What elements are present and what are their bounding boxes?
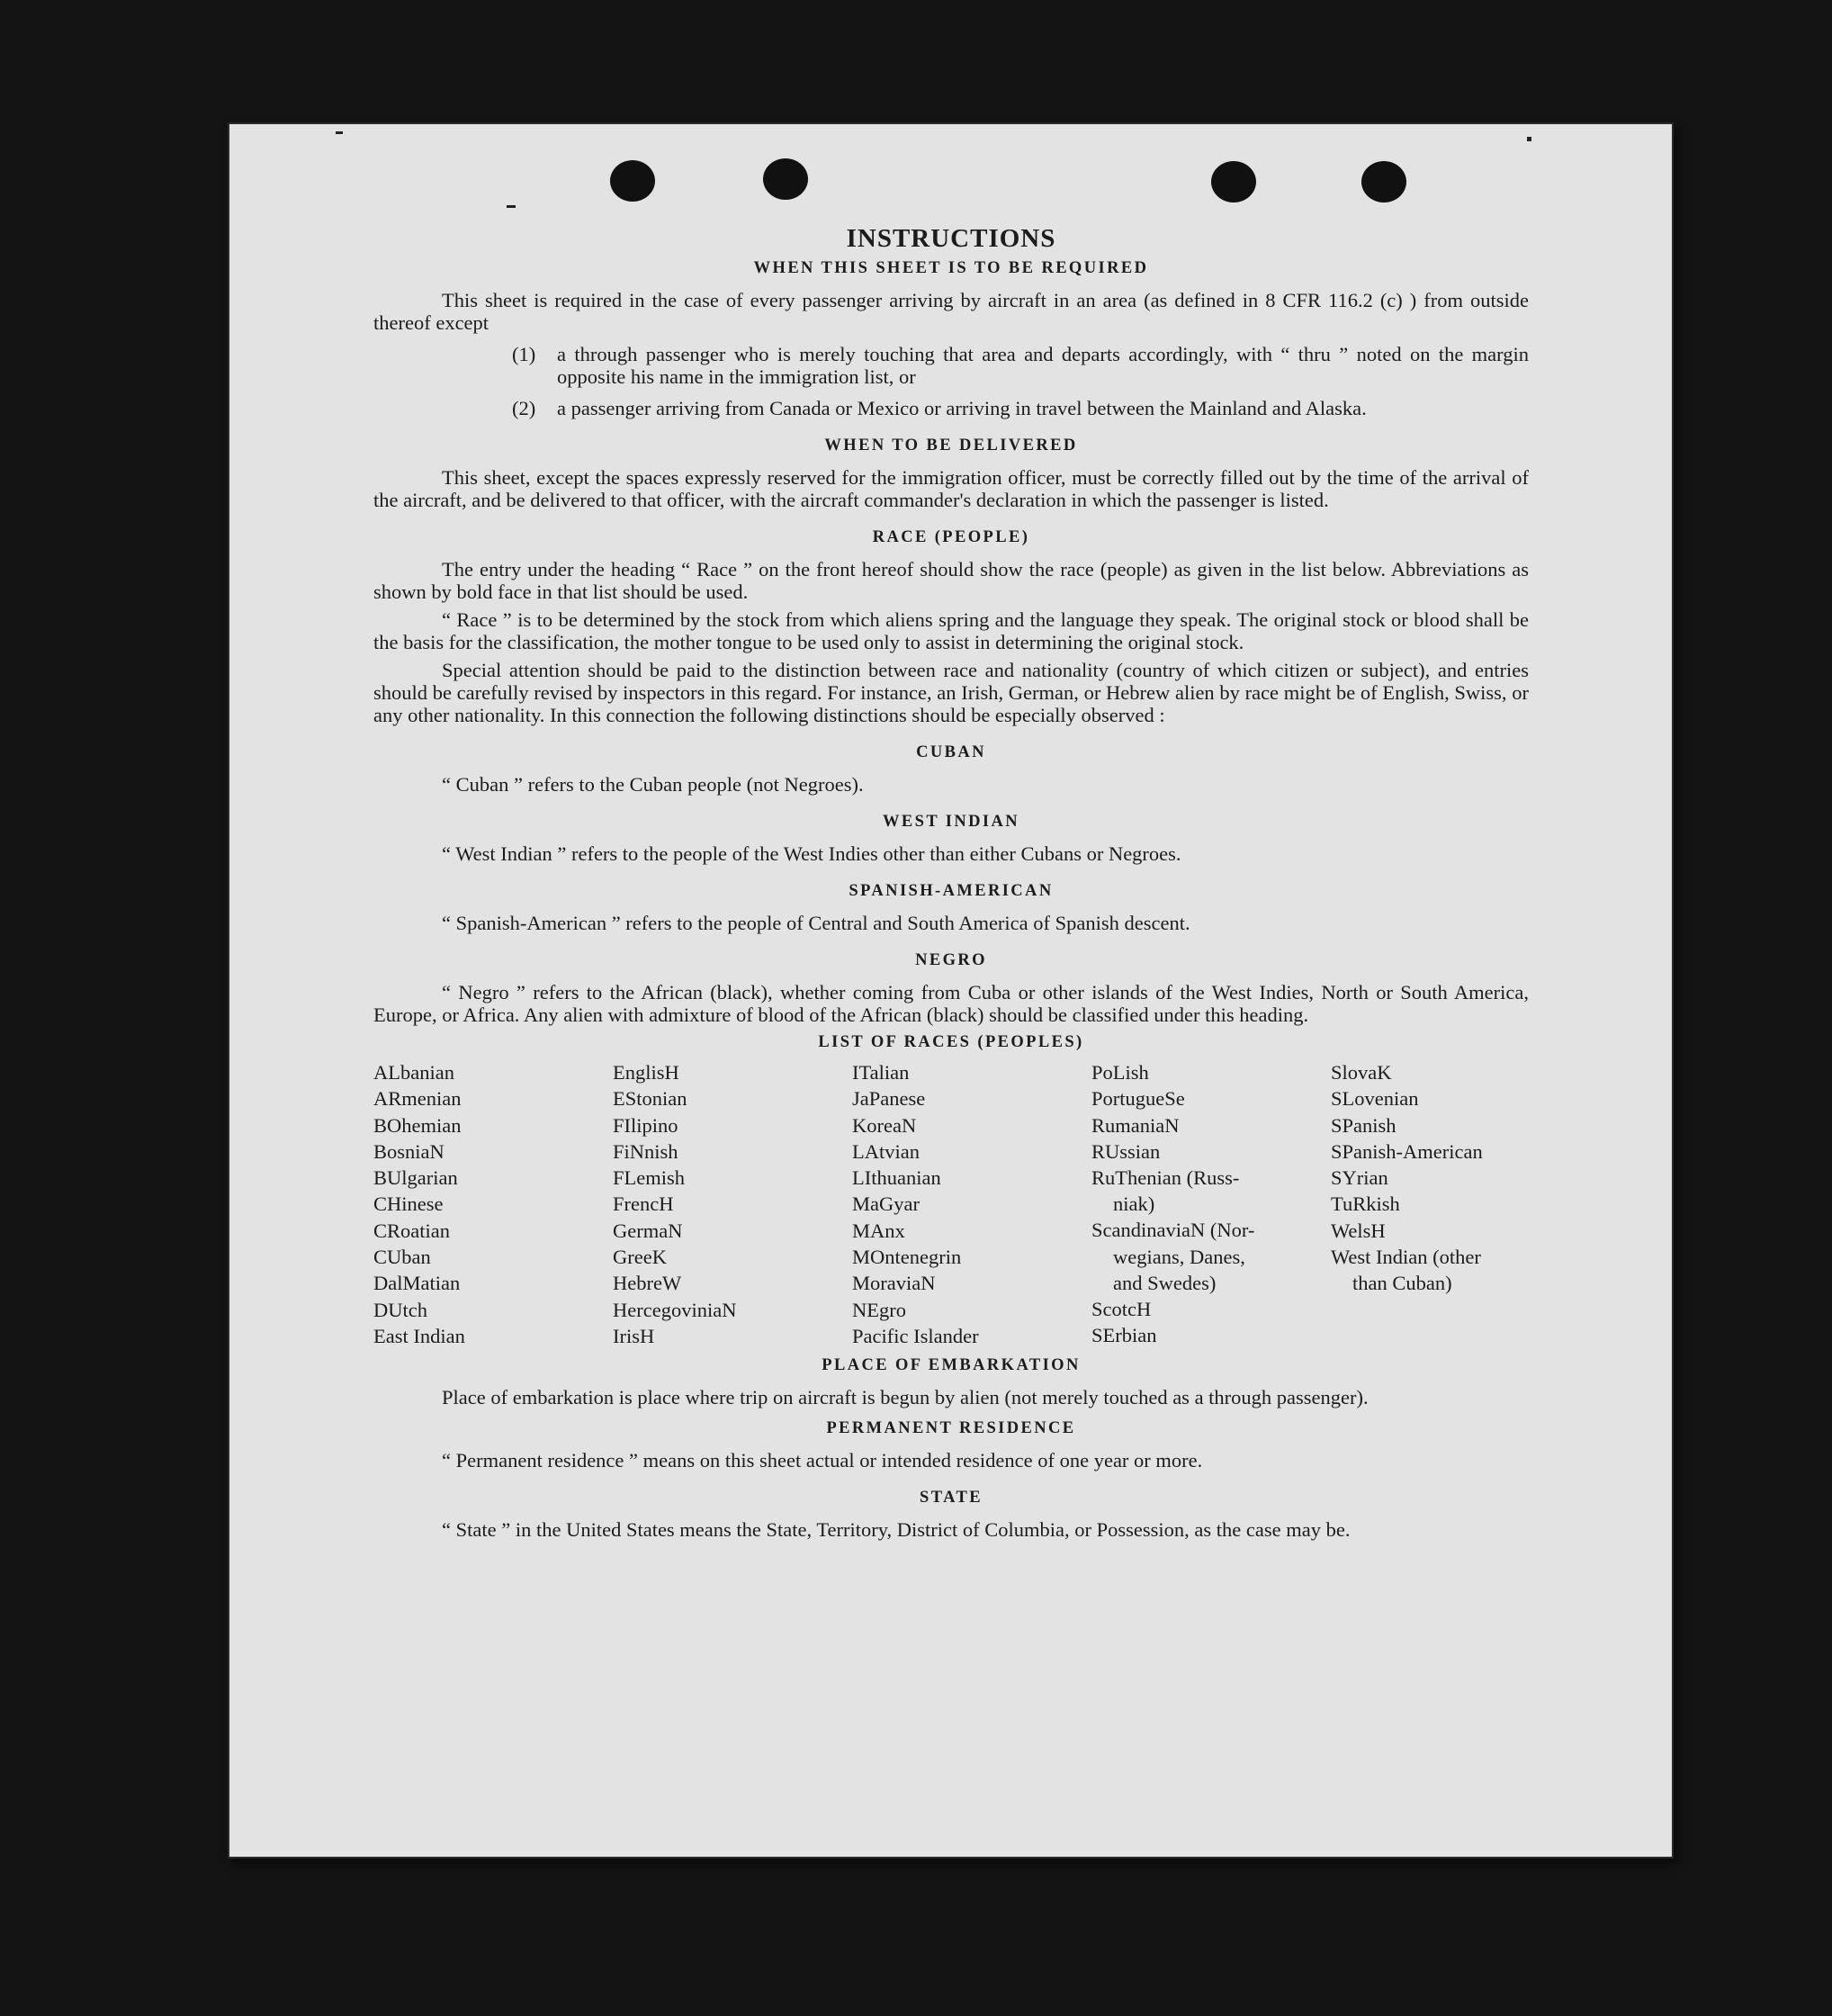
race-entry: SPanish-American [1331, 1139, 1483, 1163]
race-list [373, 1059, 1529, 1349]
item-text: a through passenger who is merely touching that area and departs accordingly, with “ thru ” noted on the margin opposite his name in the immigration list, or [557, 343, 1529, 388]
punch-hole [1211, 161, 1256, 202]
race-column [1331, 1059, 1529, 1349]
race-entry: EStonian [613, 1087, 687, 1111]
race-entry: CUban [373, 1246, 431, 1269]
race-entry: FiNnish [613, 1139, 678, 1163]
race-entry: HebreW [613, 1272, 682, 1295]
race-entry: MaGyar [852, 1192, 920, 1216]
race-entry: KoreaN [852, 1113, 917, 1137]
race-entry: IrisH [613, 1324, 655, 1347]
race-paragraph: The entry under the heading “ Race ” on the front hereof should show the race (people) as given in the list below. Abbreviations as shown by bold face in that list should be used. [373, 558, 1529, 603]
race-entry: FrencH [613, 1192, 674, 1216]
race-entry: niak) [1113, 1192, 1155, 1216]
race-entry: than Cuban) [1352, 1272, 1452, 1295]
race-entry: FLemish [613, 1166, 686, 1190]
document-sheet [228, 122, 1674, 1858]
punch-hole [763, 158, 808, 200]
race-entry: WelsH [1331, 1219, 1386, 1242]
race-entry: CHinese [373, 1192, 444, 1216]
race-entry: SLovenian [1331, 1087, 1419, 1111]
race-paragraph: Special attention should be paid to the distinction between race and nationality (country of which citizen or subject), and entries should be carefully revised by inspectors in this regard. For instance, an Irish, German, or Hebrew alien by race might be of English, Swiss, or any other nationality. In this connection the following distinctions should be especially observed : [373, 659, 1529, 726]
race-entry: GreeK [613, 1246, 667, 1269]
ink-speck [1527, 137, 1531, 141]
ink-speck [336, 131, 343, 134]
instructions-content [373, 224, 1529, 1542]
race-entry: ITalian [852, 1061, 910, 1084]
race-entry: DUtch [373, 1298, 427, 1321]
negro-text: “ Negro ” refers to the African (black), whether coming from Cuba or other islands of the West Indies, North or South America, Europe, or Africa. Any alien with admixture of blood of the African (black) should be classified under this heading. [373, 981, 1529, 1026]
race-entry: EnglisH [613, 1061, 679, 1084]
race-entry: RumaniaN [1091, 1113, 1180, 1137]
race-entry: GermaN [613, 1219, 683, 1242]
race-entry: Pacific Islander [852, 1324, 979, 1347]
residence-text: “ Permanent residence ” means on this sheet actual or intended residence of one year or more. [442, 1449, 1203, 1472]
section-heading-delivered: WHEN TO BE DELIVERED [824, 436, 1078, 454]
race-column [1091, 1059, 1331, 1349]
punch-hole [610, 160, 655, 202]
race-entry: wegians, Danes, [1113, 1245, 1245, 1268]
section-heading-race-list: LIST OF RACES (PEOPLES) [818, 1033, 1084, 1051]
exception-item [512, 397, 1529, 419]
race-entry: CRoatian [373, 1219, 450, 1242]
race-entry: East Indian [373, 1324, 465, 1347]
race-entry: SPanish [1331, 1113, 1396, 1137]
race-entry: SErbian [1091, 1324, 1157, 1347]
race-entry: LIthuanian [852, 1166, 941, 1190]
race-entry: SlovaK [1331, 1061, 1392, 1084]
race-entry: MOntenegrin [852, 1246, 962, 1269]
race-column [613, 1059, 852, 1349]
race-entry: LAtvian [852, 1139, 920, 1163]
section-heading-embarkation: PLACE OF EMBARKATION [822, 1356, 1081, 1375]
race-entry: JaPanese [852, 1087, 926, 1111]
race-entry: MoraviaN [852, 1272, 936, 1295]
item-text: a passenger arriving from Canada or Mexico or arriving in travel between the Mainland and Alaska. [557, 397, 1367, 419]
race-entry: SYrian [1331, 1166, 1388, 1190]
race-entry: BosniaN [373, 1139, 445, 1163]
race-entry: RuThenian (Russ- [1091, 1166, 1240, 1190]
race-entry: ScotcH [1091, 1297, 1152, 1320]
section-heading-negro: NEGRO [915, 951, 987, 969]
race-column [852, 1059, 1091, 1349]
section-heading-cuban: CUBAN [916, 743, 986, 761]
race-entry: HercegoviniaN [613, 1298, 737, 1321]
cuban-text: “ Cuban ” refers to the Cuban people (not Negroes). [442, 773, 864, 796]
section-heading-residence: PERMANENT RESIDENCE [826, 1419, 1076, 1438]
section-heading-west-indian: WEST INDIAN [883, 813, 1019, 831]
embarkation-text: Place of embarkation is place where trip on aircraft is begun by alien (not merely touched as a through passenger). [442, 1386, 1369, 1409]
section-heading-spanish-american: SPANISH-AMERICAN [849, 882, 1054, 900]
item-number: (1) [512, 343, 536, 365]
race-entry: RUssian [1091, 1139, 1161, 1163]
punch-hole [1361, 161, 1406, 202]
ink-speck [507, 205, 516, 208]
race-entry: BOhemian [373, 1113, 462, 1137]
west-indian-text: “ West Indian ” refers to the people of the West Indies other than either Cubans or Negroes. [442, 842, 1181, 865]
state-text: “ State ” in the United States means the State, Territory, District of Columbia, or Possession, as the case may be. [442, 1518, 1351, 1542]
race-entry: ARmenian [373, 1087, 462, 1111]
item-number: (2) [512, 397, 536, 419]
race-entry: and Swedes) [1113, 1271, 1217, 1294]
race-entry: BUlgarian [373, 1166, 458, 1190]
race-entry: West Indian (other [1331, 1246, 1481, 1269]
delivered-text: This sheet, except the spaces expressly reserved for the immigration officer, must be correctly filled out by the time of the arrival of the aircraft, and be delivered to that officer, with the aircraft commander's declaration in which the passenger is listed. [373, 466, 1529, 511]
required-intro: This sheet is required in the case of every passenger arriving by aircraft in an area (as defined in 8 CFR 116.2 (c) ) from outside thereof except [373, 289, 1529, 334]
race-paragraph: “ Race ” is to be determined by the stock from which aliens spring and the language they speak. The original stock or blood shall be the basis for the classification, the mother tongue to be used only to assist in determining the original stock. [373, 608, 1529, 653]
section-heading-race: RACE (PEOPLE) [872, 528, 1030, 546]
race-entry: TuRkish [1331, 1192, 1400, 1216]
race-entry: ALbanian [373, 1061, 454, 1084]
race-entry: DalMatian [373, 1272, 461, 1295]
race-entry: NEgro [852, 1298, 906, 1321]
race-entry: PortugueSe [1091, 1087, 1185, 1111]
race-entry: MAnx [852, 1219, 905, 1242]
race-entry: PoLish [1091, 1061, 1149, 1084]
race-column [373, 1059, 613, 1349]
page-title: INSTRUCTIONS [846, 224, 1056, 253]
section-heading-state: STATE [920, 1489, 983, 1508]
spanish-american-text: “ Spanish-American ” refers to the people of Central and South America of Spanish descent. [442, 912, 1190, 934]
section-heading-required: WHEN THIS SHEET IS TO BE REQUIRED [753, 259, 1149, 277]
exception-item [512, 343, 1529, 388]
race-entry: FIlipino [613, 1113, 678, 1137]
race-entry: ScandinaviaN (Nor- [1091, 1219, 1255, 1242]
